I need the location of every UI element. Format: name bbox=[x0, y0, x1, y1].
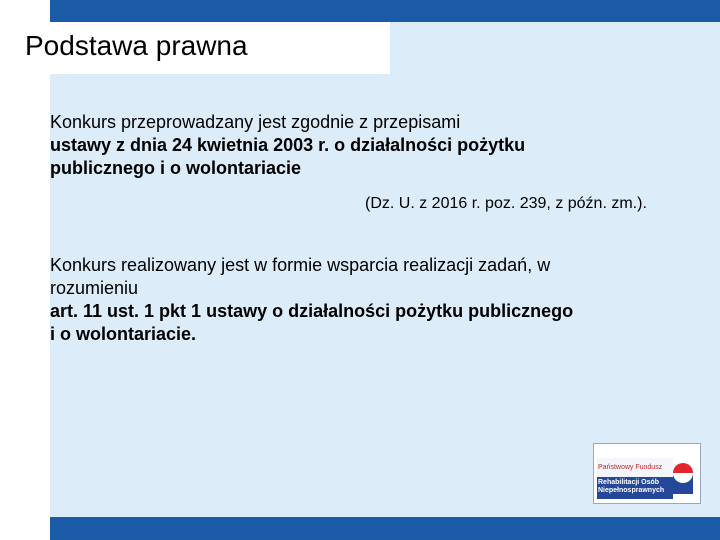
paragraph-implementation bbox=[50, 254, 650, 346]
paragraph1-line2: ustawy z dnia 24 kwietnia 2003 r. o działalności pożytku bbox=[50, 135, 526, 155]
paragraph2-line4: i o wolontariacie. bbox=[50, 324, 197, 344]
paragraph-legal-basis bbox=[50, 111, 650, 180]
logo-text-line2: Rehabilitacji Osób bbox=[598, 479, 660, 486]
paragraph1-line1: Konkurs przeprowadzany jest zgodnie z przepisami bbox=[50, 112, 461, 132]
logo-circle-mark-icon bbox=[672, 462, 694, 494]
paragraph2-line1: Konkurs realizowany jest w formie wsparcia realizacji zadań, w bbox=[50, 255, 551, 275]
top-accent-bar bbox=[50, 0, 720, 22]
legal-citation: (Dz. U. z 2016 r. poz. 239, z późn. zm.). bbox=[365, 195, 647, 212]
paragraph2-line3: art. 11 ust. 1 pkt 1 ustawy o działalności pożytku publicznego bbox=[50, 301, 574, 321]
bottom-accent-bar bbox=[50, 517, 720, 540]
paragraph1-line3: publicznego i o wolontariacie bbox=[50, 158, 302, 178]
logo-text-line3: Niepełnosprawnych bbox=[598, 487, 665, 494]
logo-text-line1: Państwowy Fundusz bbox=[598, 464, 663, 471]
paragraph2-line2: rozumieniu bbox=[50, 278, 139, 298]
pfron-logo bbox=[593, 443, 701, 504]
slide-title: Podstawa prawna bbox=[25, 30, 248, 61]
